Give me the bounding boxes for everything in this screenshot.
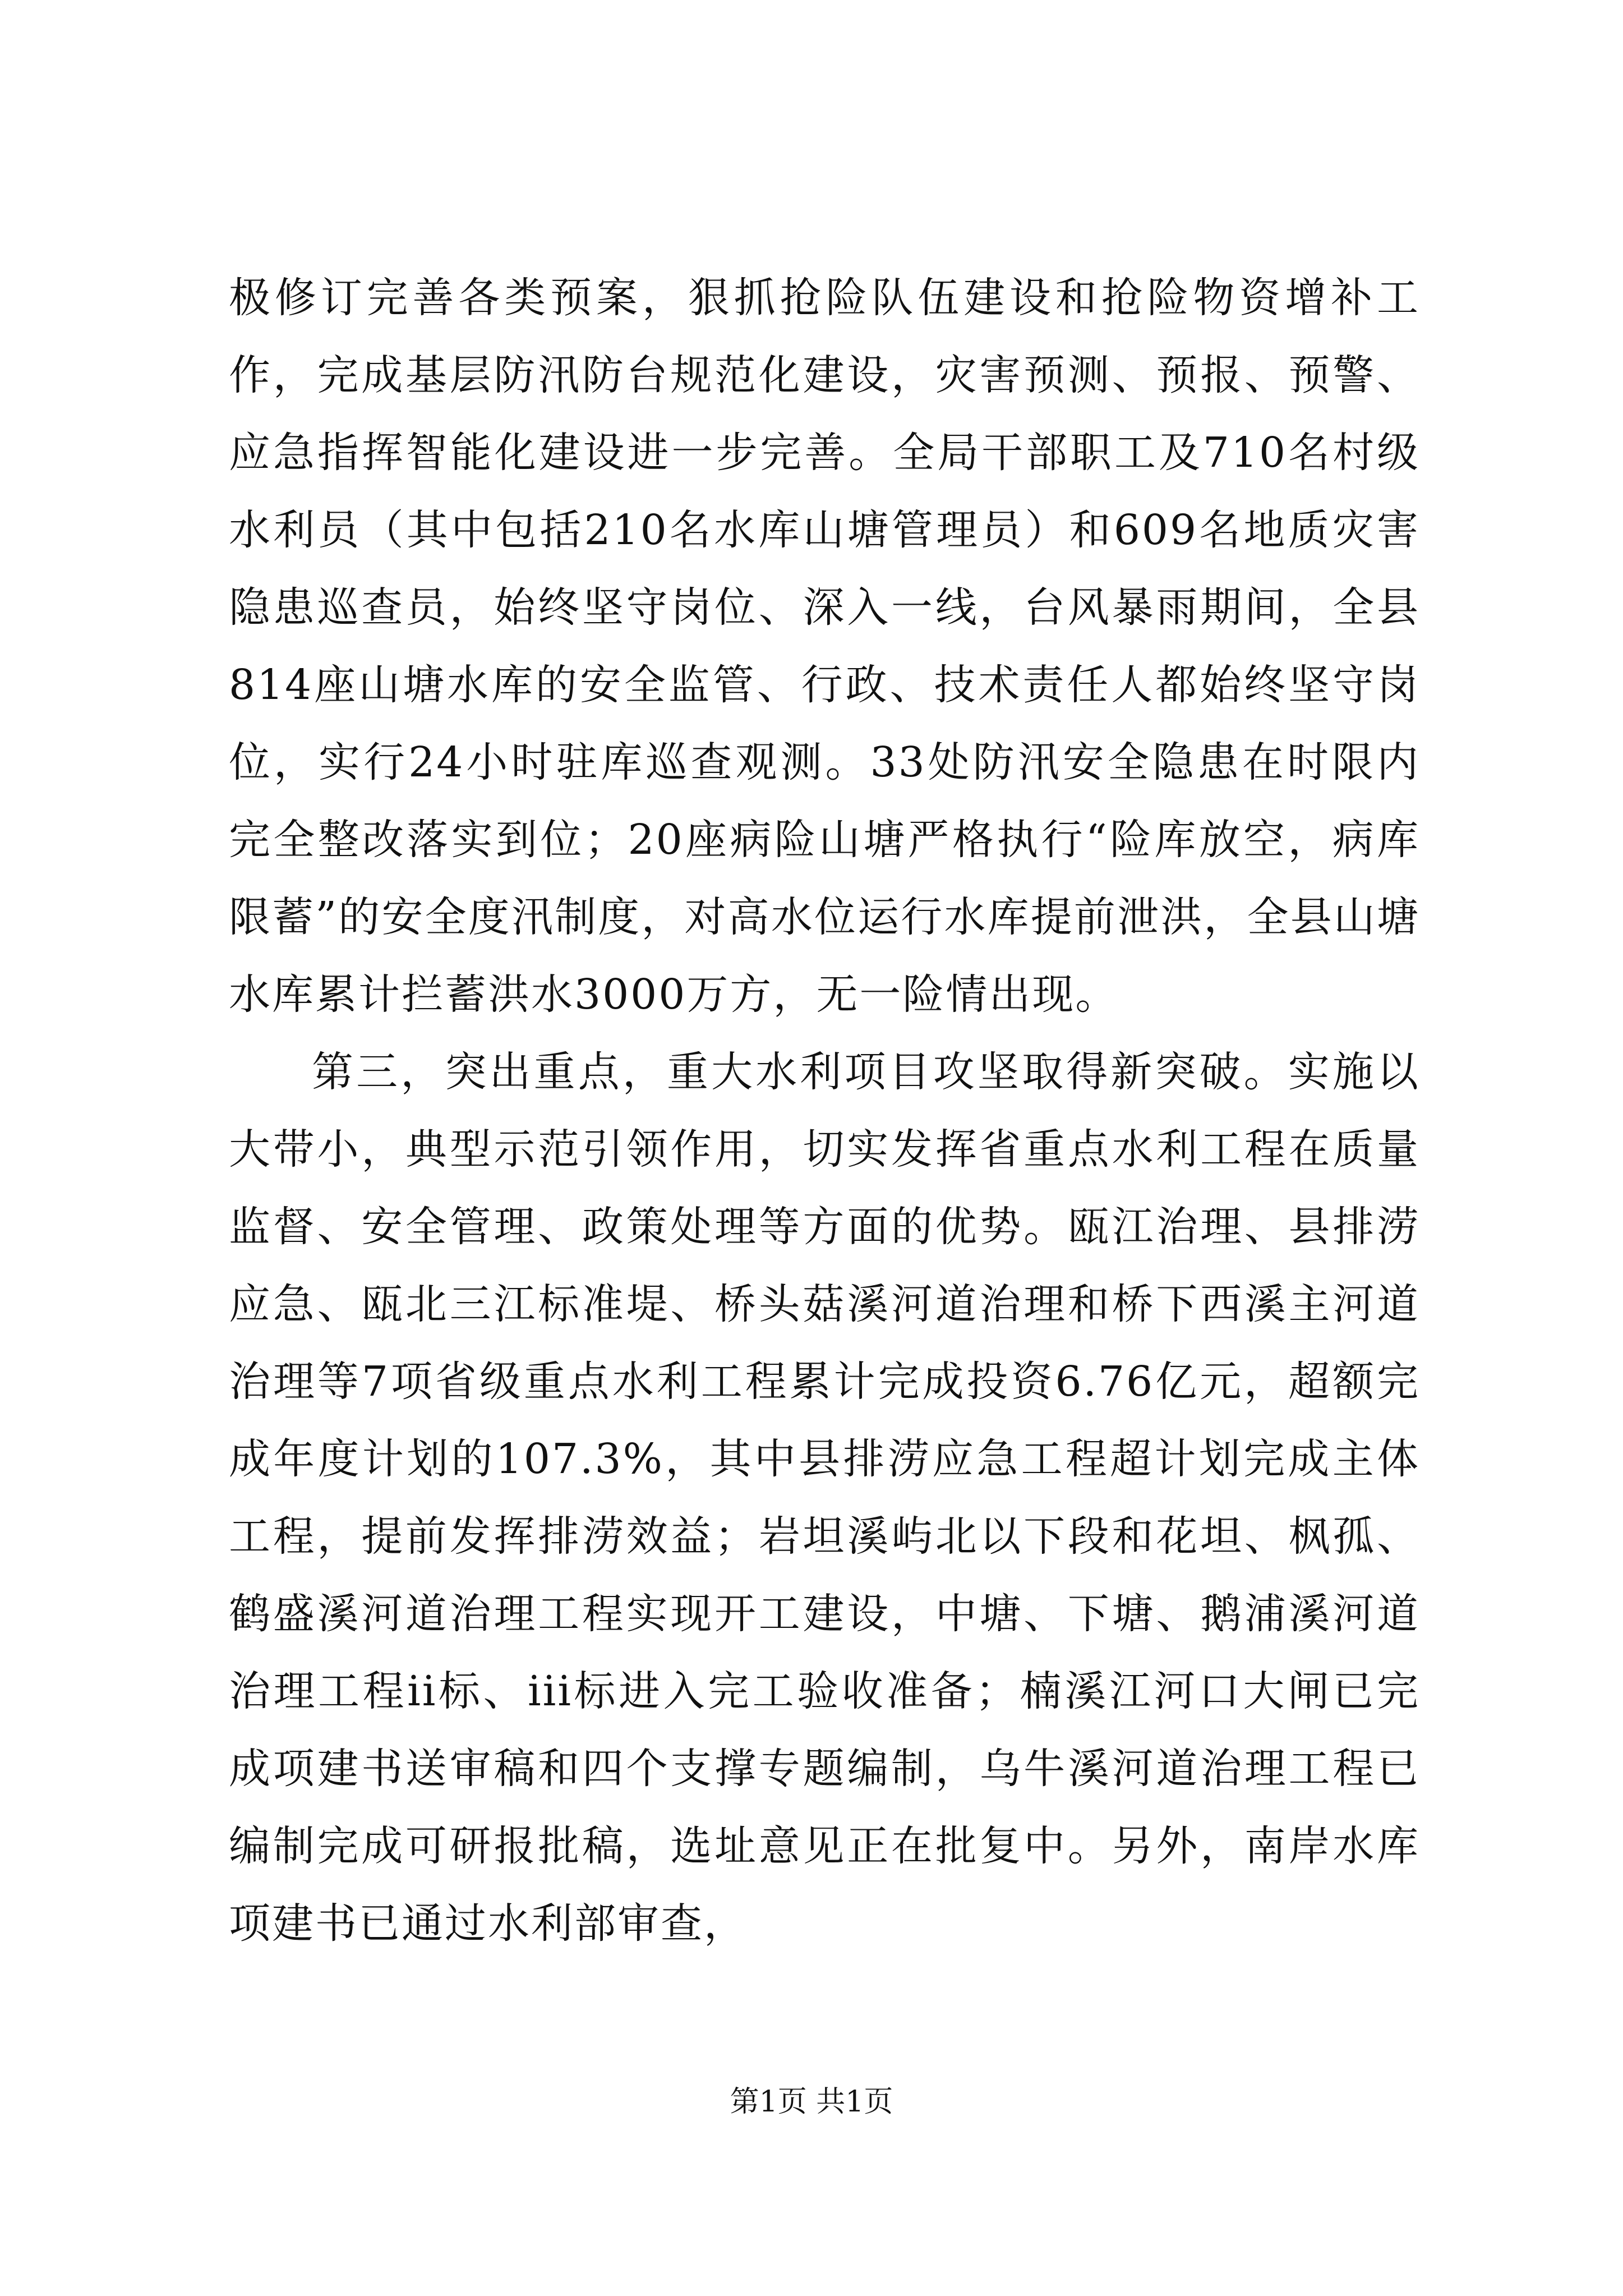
document-body [229, 259, 1420, 1962]
paragraph-third-point: 第三，突出重点，重大水利项目攻坚取得新突破。实施以大带小，典型示范引领作用，切实发挥省重点水利工程在质量监督、安全管理、政策处理等方面的优势。瓯江治理、县排涝应急、瓯北三江标准堤、桥头菇溪河道治理和桥下西溪主河道治理等7项省级重点水利工程累计完成投资6.76亿元，超额完成年度计划的107.3%，其中县排涝应急工程超计划完成主体工程，提前发挥排涝效益；岩坦溪屿北以下段和花坦、枫孤、鹤盛溪河道治理工程实现开工建设，中塘、下塘、鹅浦溪河道治理工程ii标、iii标进入完工验收准备；楠溪江河口大闸已完成项建书送审稿和四个支撑专题编制，乌牛溪河道治理工程已编制完成可研报批稿，选址意见正在批复中。另外，南岸水库项建书已通过水利部审查， [229, 1048, 1420, 1948]
page-footer: 第1页 共1页 [730, 2085, 893, 2119]
paragraph-continued: 极修订完善各类预案，狠抓抢险队伍建设和抢险物资增补工作，完成基层防汛防台规范化建设，灾害预测、预报、预警、应急指挥智能化建设进一步完善。全局干部职工及710名村级水利员（其中包括210名水库山塘管理员）和609名地质灾害隐患巡查员，始终坚守岗位、深入一线，台风暴雨期间，全县814座山塘水库的安全监管、行政、技术责任人都始终坚守岗位，实行24小时驻库巡查观测。33处防汛安全隐患在时限内完全整改落实到位；20座病险山塘严格执行“险库放空，病库限蓄”的安全度汛制度，对高水位运行水库提前泄洪，全县山塘水库累计拦蓄洪水3000万方，无一险情出现。 [229, 274, 1420, 1019]
